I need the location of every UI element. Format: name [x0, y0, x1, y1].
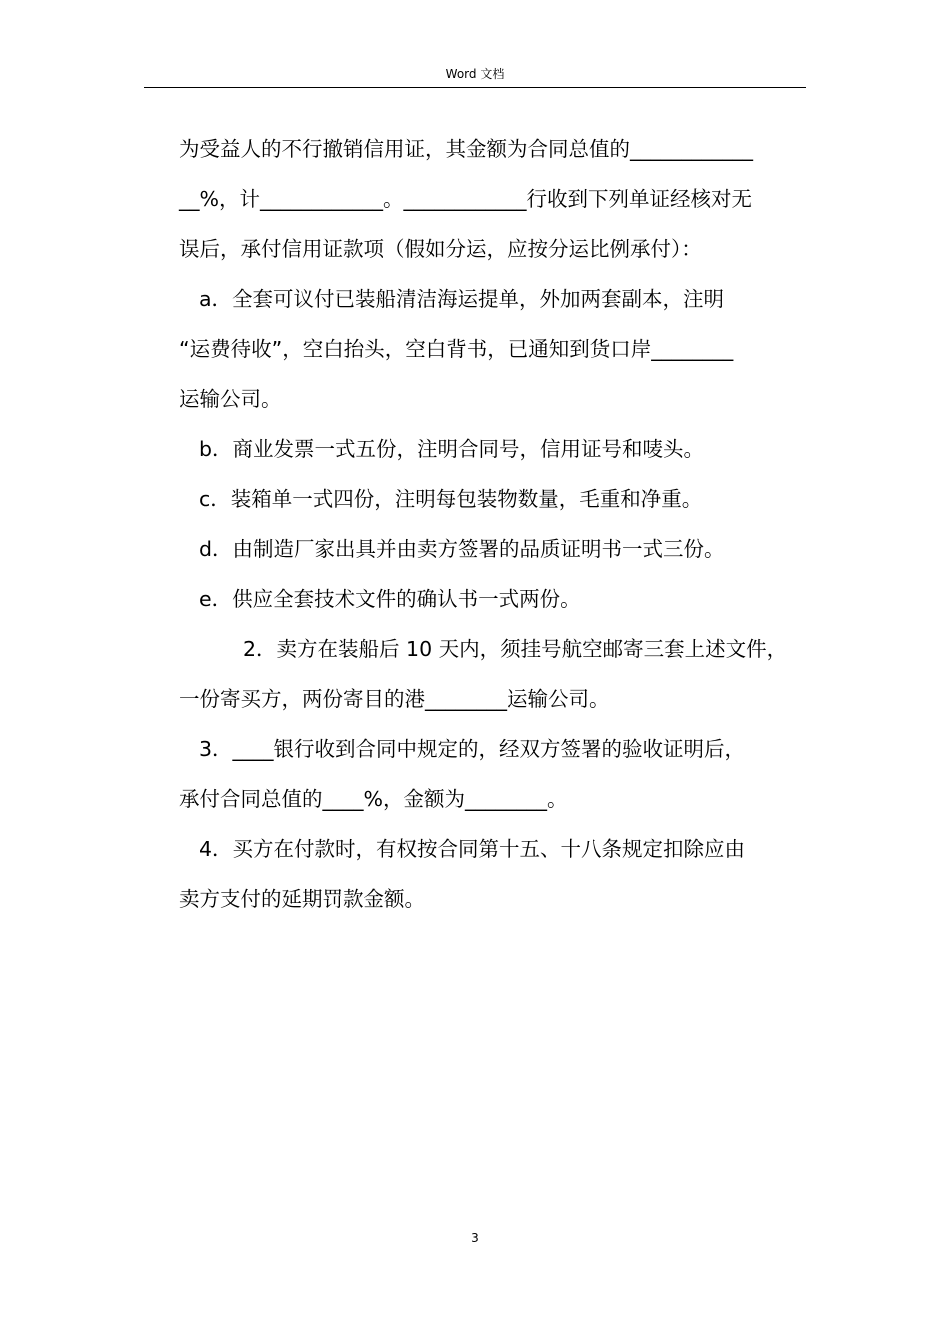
body-line: “运费待收”，空白抬头，空白背书，已通知到货口岸________	[179, 337, 734, 361]
clause-2: 2．卖方在装船后 10 天内，须挂号航空邮寄三套上述文件，	[243, 637, 788, 661]
body-line: 误后，承付信用证款项（假如分运，应按分运比例承付）：	[179, 237, 702, 261]
page-header: Word 文档	[445, 67, 505, 81]
body-line: __%，计____________。____________行收到下列单证经核对无	[179, 187, 752, 211]
body-line: 承付合同总值的____%，金额为________。	[179, 787, 568, 811]
body-line: 卖方支付的延期罚款金额。	[179, 887, 425, 911]
list-item-b: b．商业发票一式五份，注明合同号，信用证号和唛头。	[199, 437, 705, 461]
list-item-d: d．由制造厂家出具并由卖方签署的品质证明书一式三份。	[199, 537, 725, 561]
body-line: 为受益人的不行撤销信用证，其金额为合同总值的____________	[179, 137, 753, 161]
list-item-e: e．供应全套技术文件的确认书一式两份。	[199, 587, 581, 611]
page-number: 3	[471, 1231, 479, 1245]
document-body	[179, 124, 809, 924]
list-item-c: c．装箱单一式四份，注明每包装物数量，毛重和净重。	[199, 487, 703, 511]
clause-3: 3．____银行收到合同中规定的，经双方签署的验收证明后，	[199, 737, 746, 761]
clause-4: 4．买方在付款时，有权按合同第十五、十八条规定扣除应由	[199, 837, 746, 861]
body-line: 一份寄买方，两份寄目的港________运输公司。	[179, 687, 610, 711]
list-item-a: a．全套可议付已装船清洁海运提单，外加两套副本，注明	[199, 287, 725, 311]
body-line: 运输公司。	[179, 387, 282, 411]
header-divider	[144, 87, 806, 88]
